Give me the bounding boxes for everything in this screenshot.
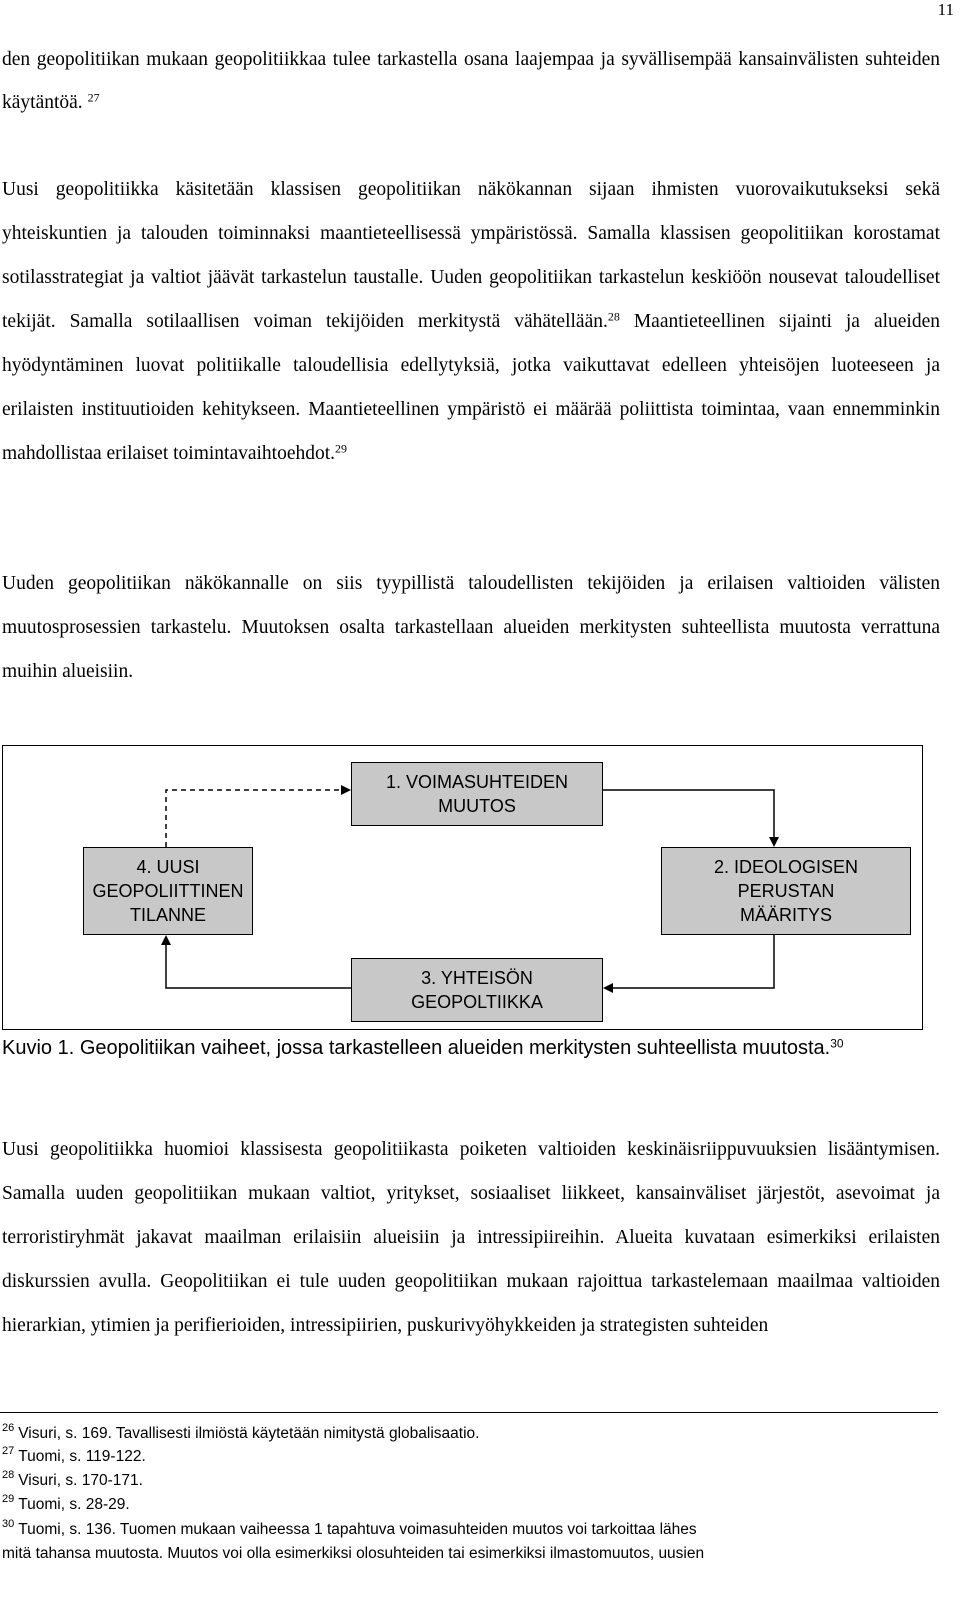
footnote-text: Visuri, s. 169. Tavallisesti ilmiöstä käytetään nimitystä globalisaatio. <box>18 1425 480 1442</box>
footnote-28 <box>2 1471 143 1490</box>
footnote-divider <box>0 1412 938 1413</box>
arrow-1-to-2 <box>603 790 774 845</box>
footnote-27 <box>2 1447 146 1466</box>
footnote-26 <box>2 1424 479 1443</box>
figure-diagram <box>2 745 923 1030</box>
footnote-number: 28 <box>2 1469 15 1482</box>
box-4-line-1: 4. UUSI <box>136 857 200 877</box>
footnote-text: Tuomi, s. 136. Tuomen mukaan vaiheessa 1 tapahtuva voimasuhteiden muutos voi tarkoittaa lähes <box>18 1521 697 1538</box>
box-4-line-2: GEOPOLIITTINEN <box>92 881 244 901</box>
footnote-ref-27[interactable]: 27 <box>87 90 100 105</box>
paragraph-2-text-a: Uusi geopolitiikka käsitetään klassisen geopolitiikan näkökannan sijaan ihmisten vuorovaikutukseksi sekä yhteiskuntien ja talouden toiminnaksi maantieteellisessä ympäristössä. Samalla klassisen geopolitiikan korostamat sotilasstrategiat ja valtiot jäävät tarkastelun taustalle. Uuden geopolitiikan tarkastelun keskiöön nousevat taloudelliset tekijät. Samalla sotilaallisen voiman tekijöiden merkitystä vähätellään. <box>2 179 940 332</box>
box-2-line-1: 2. IDEOLOGISEN <box>713 857 859 877</box>
footnote-number: 27 <box>2 1445 15 1458</box>
box-2-line-3: MÄÄRITYS <box>739 905 832 925</box>
box-3-yhteison-geopolitiikka <box>351 958 603 1022</box>
paragraph-4: Uusi geopolitiikka huomioi klassisesta geopolitiikasta poiketen valtioiden keskinäisriippuvuuksien lisääntymisen. Samalla uuden geopolitiikan mukaan valtiot, yritykset, sosiaaliset liikkeet, kansainväliset järjestöt, asevoimat ja terroristiryhmät jakavat maailman erilaisiin alueisiin ja intressipiireihin. Alueita kuvataan esimerkiksi erilaisten diskurssien avulla. Geopolitiikan ei tule uuden geopolitiikan mukaan rajoittua tarkastelemaan maailmaa valtioiden hierarkian, ytimien ja perifierioiden, intressipiirien, puskurivyöhykkeiden ja strategisten suhteiden <box>2 1139 940 1336</box>
box-1-line-2: MUUTOS <box>438 796 516 816</box>
page-number: 11 <box>937 0 954 19</box>
footnote-number: 30 <box>2 1518 15 1531</box>
paragraph-2 <box>2 168 940 476</box>
paragraph-3: Uuden geopolitiikan näkökannalle on siis tyypillistä taloudellisten tekijöiden ja erilaisen valtioiden välisten muutosprosessien tarkastelu. Muutoksen osalta tarkastellaan alueiden merkitysten suhteellista muutosta verrattuna muihin alueisiin. <box>2 573 940 682</box>
paragraph-1-text: den geopolitiikan mukaan geopolitiikkaa tulee tarkastella osana laajempaa ja syvällisempää kansainvälisten suhteiden käytäntöä. <box>2 49 940 113</box>
box-2-ideologisen-perustan <box>661 847 911 935</box>
footnote-ref-28[interactable]: 28 <box>607 309 620 324</box>
footnote-number: 29 <box>2 1493 15 1506</box>
box-4-uusi-geopoliittinen-tilanne <box>83 847 253 935</box>
dashed-arrow-4-to-1 <box>166 790 349 847</box>
footnote-ref-30[interactable]: 30 <box>830 1036 844 1051</box>
footnote-text: mitä tahansa muutosta. Muutos voi olla esimerkiksi olosuhteiden tai esimerkiksi ilmastomuutos, uusien <box>2 1545 705 1562</box>
box-3-line-2: GEOPOLTIIKKA <box>411 992 543 1012</box>
footnote-text: Visuri, s. 170-171. <box>18 1472 143 1489</box>
footnote-30-continued <box>2 1544 704 1563</box>
footnote-ref-29[interactable]: 29 <box>335 441 348 456</box>
paragraph-1 <box>2 38 940 124</box>
arrow-3-to-4 <box>166 937 351 988</box>
footnote-text: Tuomi, s. 119-122. <box>18 1448 146 1465</box>
box-1-voimasuhteiden-muutos <box>351 762 603 826</box>
box-1-line-1: 1. VOIMASUHTEIDEN <box>385 772 569 792</box>
footnote-number: 26 <box>2 1422 15 1435</box>
caption-text: Kuvio 1. Geopolitiikan vaiheet, jossa tarkastelleen alueiden merkitysten suhteellista muutosta. <box>2 1037 831 1059</box>
box-2-line-2: PERUSTAN <box>737 881 835 901</box>
paragraph-2-text-b: Maantieteellinen sijainti ja alueiden hyödyntäminen luovat politiikalle taloudellisia edellytyksiä, jotka vaikuttavat edelleen yhteisöjen luoteeseen ja erilaisten instituutioiden kehitykseen. Maantieteellinen ympäristö ei määrää poliittista toimintaa, vaan ennemminkin mahdollistaa erilaiset toimintavaihtoehdot. <box>2 311 940 464</box>
footnote-text: Tuomi, s. 28-29. <box>18 1496 130 1513</box>
footnote-30 <box>2 1520 697 1539</box>
box-3-line-1: 3. YHTEISÖN <box>421 968 533 988</box>
box-4-line-3: TILANNE <box>129 905 207 925</box>
arrow-2-to-3 <box>605 935 774 988</box>
footnote-29 <box>2 1495 130 1514</box>
figure-caption <box>2 1036 940 1060</box>
